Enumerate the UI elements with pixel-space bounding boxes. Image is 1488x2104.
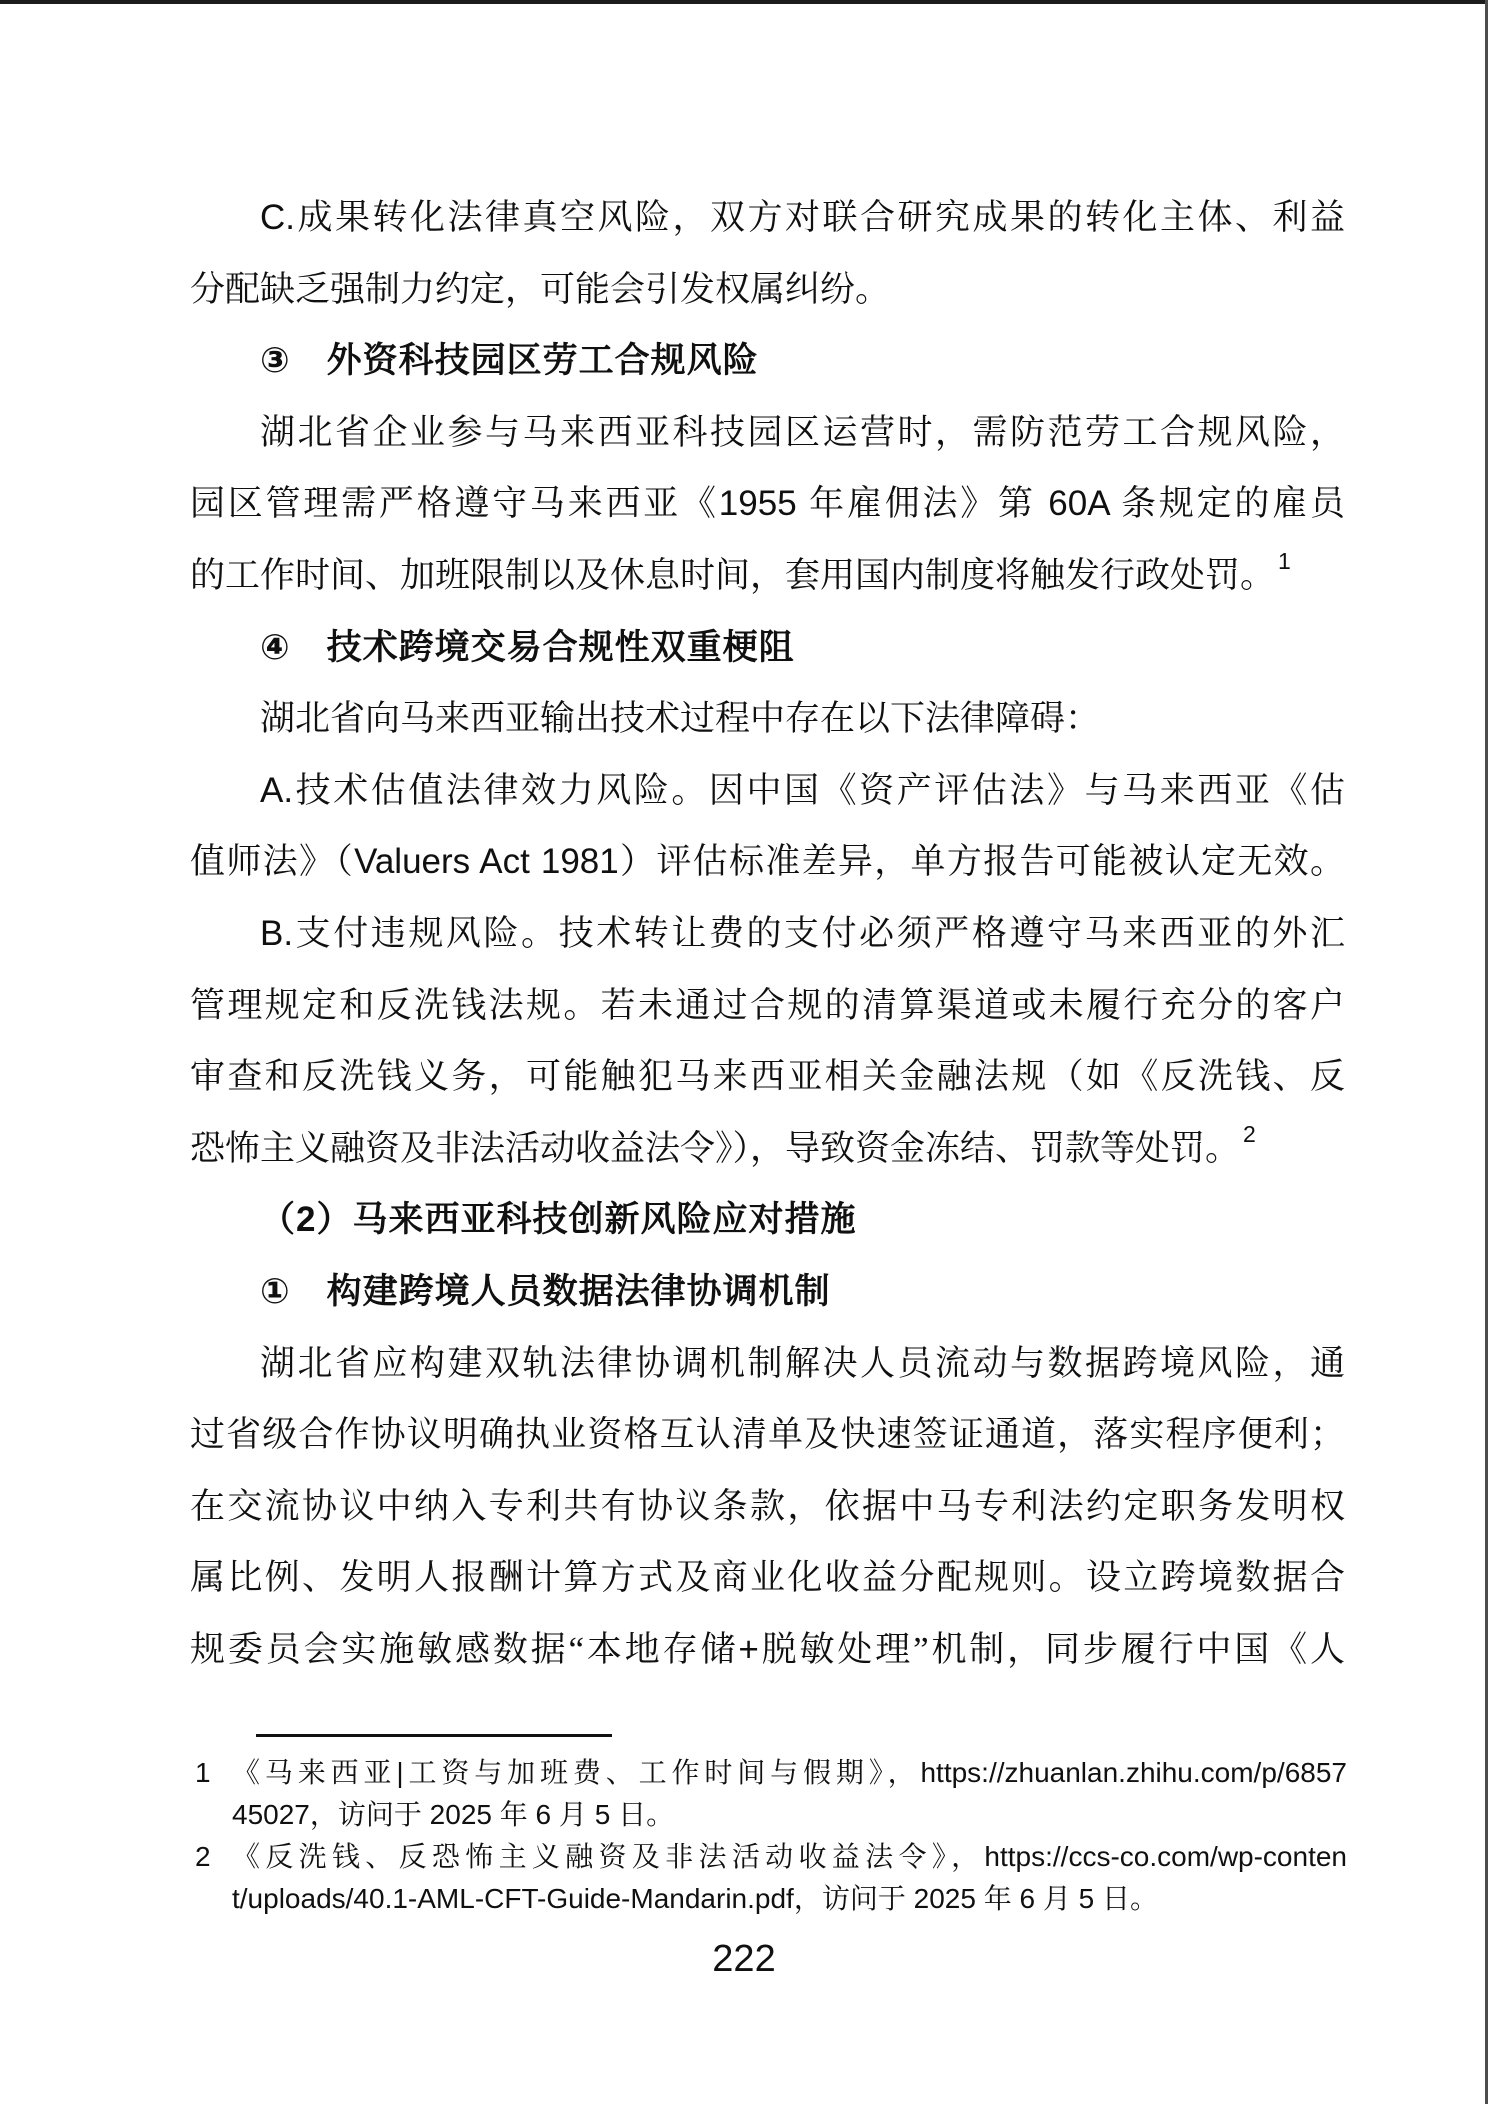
page-number: 222 (712, 1938, 776, 1980)
body-text-line: 在交流协议中纳入专利共有协议条款，依据中马专利法约定职务发明权 (190, 1486, 1345, 1526)
latin-run: https://ccs-co.com/wp-conten (984, 1841, 1347, 1872)
body-text-line: C.成果转化法律真空风险，双方对联合研究成果的转化主体、利益 (260, 198, 1345, 237)
heading-line: （2）马来西亚科技创新风险应对措施 (260, 1200, 857, 1240)
body-text-line: 分配缺乏强制力约定，可能会引发权属纠纷。 (190, 269, 891, 309)
footnote-line: 45027，访问于 2025 年 6 月 5 日。 (232, 1799, 675, 1831)
latin-run: 45027 (232, 1799, 310, 1830)
body-text-line: 湖北省应构建双轨法律协调机制解决人员流动与数据跨境风险，通 (260, 1343, 1345, 1383)
page-top-border (0, 0, 1488, 4)
footnote-reference: 2 (1243, 1120, 1256, 1147)
document-body (190, 182, 1345, 1685)
footnote-line: t/uploads/40.1-AML-CFT-Guide-Mandarin.pdf，访问于 2025 年 6 月 5 日。 (232, 1883, 1159, 1915)
heading-line: ① 构建跨境人员数据法律协调机制 (260, 1271, 831, 1311)
footnote-text (232, 1752, 1347, 1836)
latin-run: t/uploads/40.1-AML-CFT-Guide-Mandarin.pdf (232, 1883, 794, 1914)
body-text-line: 湖北省企业参与马来西亚科技园区运营时，需防范劳工合规风险， (260, 412, 1345, 452)
latin-run: | (396, 1757, 404, 1788)
heading-line: ③ 外资科技园区劳工合规风险 (260, 341, 759, 381)
body-text-line: 规委员会实施敏感数据“本地存储+脱敏处理”机制，同步履行中国《人 (190, 1629, 1345, 1669)
footnote-reference: 1 (1278, 547, 1291, 574)
latin-run: 5 (586, 1799, 619, 1830)
body-text-line: 管理规定和反洗钱法规。若未通过合规的清算渠道或未履行充分的客户 (190, 985, 1345, 1025)
body-text-line: A.技术估值法律效力风险。因中国《资产评估法》与马来西亚《估 (260, 770, 1345, 810)
body-text-line: 过省级合作协议明确执业资格互认清单及快速签证通道，落实程序便利； (190, 1415, 1345, 1455)
footnote-separator (256, 1734, 612, 1737)
footnote-marker: 1 (195, 1757, 211, 1788)
body-text-line: 湖北省向马来西亚输出技术过程中存在以下法律障碍： (260, 699, 1101, 739)
body-text-line: 恐怖主义融资及非法活动收益法令》），导致资金冻结、罚款等处罚。 $^2$ (190, 1120, 1256, 1168)
footnote (195, 1752, 1347, 1836)
body-text-line: 属比例、发明人报酬计算方式及商业化收益分配规则。设立跨境数据合 (190, 1558, 1345, 1598)
latin-run: 1955 (718, 484, 810, 524)
footnote (195, 1836, 1347, 1920)
latin-run: 2025 (421, 1799, 500, 1830)
latin-run: 2025 (905, 1883, 984, 1914)
latin-run: + (738, 1629, 759, 1669)
body-text-line: 值师法》（Valuers Act 1981）评估标准差异，单方报告可能被认定无效。 (190, 842, 1345, 882)
heading-line: ④ 技术跨境交易合规性双重梗阻 (260, 627, 795, 667)
latin-run: https://zhuanlan.zhihu.com/p/6857 (920, 1757, 1347, 1788)
body-text-line: 的工作时间、加班限制以及休息时间，套用国内制度将触发行政处罚。 $^1$ (190, 547, 1291, 595)
latin-run: Valuers Act 1981 (354, 842, 619, 882)
latin-run: 5 (1070, 1883, 1103, 1914)
latin-run: C. (260, 198, 295, 237)
latin-run: A. (260, 770, 294, 810)
latin-run: 6 (527, 1799, 559, 1830)
body-text-line: B.支付违规风险。技术转让费的支付必须严格遵守马来西亚的外汇 (260, 913, 1345, 953)
footnote-text (232, 1836, 1347, 1920)
latin-run: 60A (1035, 484, 1122, 524)
body-text-line: 园区管理需严格遵守马来西亚《1955 年雇佣法》第 60A 条规定的雇员 (190, 484, 1345, 524)
footnote-line: 《反洗钱、反恐怖主义融资及非法活动收益法令》，https://ccs-co.com/wp-conten (232, 1841, 1347, 1873)
body-text-line: 审查和反洗钱义务，可能触犯马来西亚相关金融法规（如《反洗钱、反 (190, 1057, 1345, 1097)
footnote-line: 《马来西亚|工资与加班费、工作时间与假期》，https://zhuanlan.zhihu.com/p/6857 (232, 1757, 1347, 1789)
footnotes-section (195, 1752, 1347, 1920)
latin-run: 2 (296, 1200, 317, 1240)
latin-run: B. (260, 913, 294, 953)
latin-run: 6 (1011, 1883, 1043, 1914)
footnote-marker: 2 (195, 1841, 211, 1872)
